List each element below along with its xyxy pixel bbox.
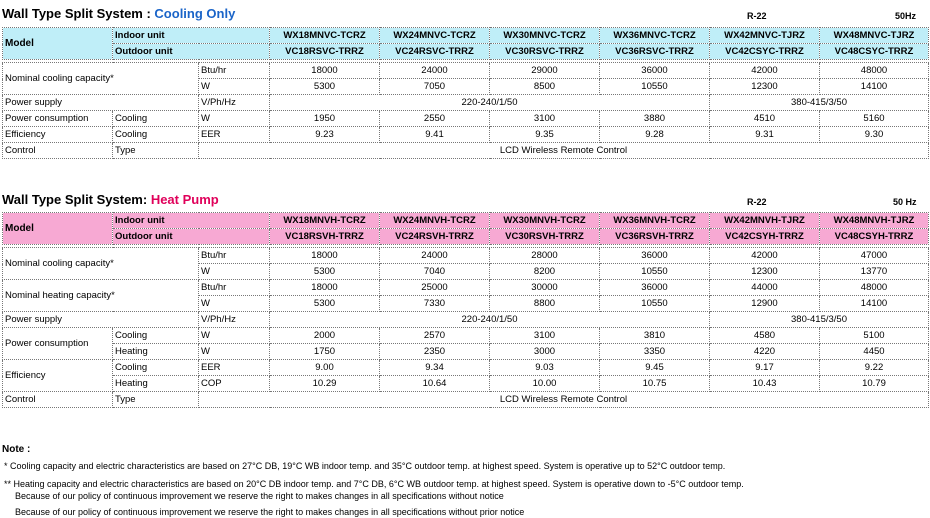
value-cell: 10550: [600, 79, 710, 95]
control-label: Control: [3, 392, 113, 408]
heatpump-title-accent: Heat Pump: [150, 192, 219, 207]
cooling-refrigerant: R-22: [747, 11, 767, 21]
outdoor-model: VC48CSYH-TRRZ: [820, 229, 929, 245]
value-cell: 9.00: [270, 360, 380, 376]
value-cell: 10.29: [270, 376, 380, 392]
note-heating: ** Heating capacity and electric characteristics are based on 20°C DB indoor temp. and 7°C DB, 6°C WB outdoor temp. at highest speed. System is operative down to -5°C outdoor temp.: [4, 479, 744, 489]
value-cell: 9.30: [820, 127, 929, 143]
indoor-model: WX48MNVC-TJRZ: [820, 28, 929, 44]
value-cell: 4220: [710, 344, 820, 360]
value-cell: 42000: [710, 248, 820, 264]
heatpump-frequency: 50 Hz: [893, 197, 917, 207]
value-cell: 220-240/1/50: [270, 312, 710, 328]
value-cell: 28000: [490, 248, 600, 264]
value-cell: 9.23: [270, 127, 380, 143]
power-consumption-row: [3, 111, 929, 127]
value-cell: 12900: [710, 296, 820, 312]
value-cell: 25000: [380, 280, 490, 296]
heating-capacity-label: Nominal heating capacity*: [3, 280, 199, 312]
control-row: [3, 392, 929, 408]
outdoor-model: VC36RSVH-TRRZ: [600, 229, 710, 245]
cooling-spec-table: [2, 27, 929, 159]
cooling-capacity-label: Nominal cooling capacity*: [3, 248, 199, 280]
outdoor-model: VC24RSVH-TRRZ: [380, 229, 490, 245]
value-cell: 36000: [600, 248, 710, 264]
control-value: LCD Wireless Remote Control: [199, 392, 929, 408]
indoor-row: [3, 213, 929, 229]
value-cell: 3880: [600, 111, 710, 127]
value-cell: 8800: [490, 296, 600, 312]
value-cell: 2550: [380, 111, 490, 127]
power-consumption-cooling-row: [3, 328, 929, 344]
value-cell: 9.28: [600, 127, 710, 143]
indoor-model: WX24MNVC-TCRZ: [380, 28, 490, 44]
value-cell: 48000: [820, 280, 929, 296]
efficiency-cooling-row: [3, 360, 929, 376]
outdoor-model: VC42CSYC-TRRZ: [710, 44, 820, 60]
outdoor-model: VC30RSVH-TRRZ: [490, 229, 600, 245]
heating-capacity-btu-row: [3, 280, 929, 296]
outdoor-model: VC42CSYH-TRRZ: [710, 229, 820, 245]
value-cell: 30000: [490, 280, 600, 296]
cooling-capacity-btu-row: [3, 63, 929, 79]
power-supply-label: Power supply: [3, 95, 199, 111]
control-value: LCD Wireless Remote Control: [199, 143, 929, 159]
value-cell: 48000: [820, 63, 929, 79]
indoor-model: WX48MNVH-TJRZ: [820, 213, 929, 229]
value-cell: 3100: [490, 111, 600, 127]
outdoor-model: VC24RSVC-TRRZ: [380, 44, 490, 60]
indoor-model: WX18MNVH-TCRZ: [270, 213, 380, 229]
mode-label: Cooling: [113, 360, 199, 376]
cooling-title-prefix: Wall Type Split System :: [2, 6, 155, 21]
value-cell: 7050: [380, 79, 490, 95]
value-cell: 3000: [490, 344, 600, 360]
mode-label: Heating: [113, 376, 199, 392]
value-cell: 9.22: [820, 360, 929, 376]
value-cell: 47000: [820, 248, 929, 264]
cooling-title: [2, 6, 235, 22]
value-cell: 4580: [710, 328, 820, 344]
value-cell: 36000: [600, 280, 710, 296]
value-cell: 220-240/1/50: [270, 95, 710, 111]
value-cell: 2000: [270, 328, 380, 344]
value-cell: 4450: [820, 344, 929, 360]
indoor-unit-label: Indoor unit: [113, 28, 270, 44]
value-cell: 9.17: [710, 360, 820, 376]
value-cell: 7040: [380, 264, 490, 280]
indoor-model: WX42MNVC-TJRZ: [710, 28, 820, 44]
unit-label: Btu/hr: [199, 280, 270, 296]
value-cell: 2350: [380, 344, 490, 360]
value-cell: 9.03: [490, 360, 600, 376]
value-cell: 36000: [600, 63, 710, 79]
value-cell: 14100: [820, 79, 929, 95]
value-cell: 7330: [380, 296, 490, 312]
unit-label: W: [199, 79, 270, 95]
outdoor-row: [3, 229, 929, 245]
value-cell: 42000: [710, 63, 820, 79]
value-cell: 3350: [600, 344, 710, 360]
value-cell: 44000: [710, 280, 820, 296]
value-cell: 10.79: [820, 376, 929, 392]
outdoor-model: VC18RSVH-TRRZ: [270, 229, 380, 245]
value-cell: 10550: [600, 296, 710, 312]
unit-label: W: [199, 344, 270, 360]
outdoor-model: VC30RSVC-TRRZ: [490, 44, 600, 60]
value-cell: 10.43: [710, 376, 820, 392]
unit-label: W: [199, 296, 270, 312]
mode-label: Cooling: [113, 328, 199, 344]
cooling-frequency: 50Hz: [895, 11, 917, 21]
unit-label: EER: [199, 127, 270, 143]
note-cooling: * Cooling capacity and electric characteristics are based on 27°C DB, 19°C WB indoor temp. and 35°C outdoor temp. at highest speed. System is operative up to 52°C outdoor temp.: [4, 461, 726, 471]
control-type-label: Type: [113, 143, 199, 159]
value-cell: 380-415/3/50: [710, 95, 929, 111]
heatpump-title: [2, 192, 219, 208]
value-cell: 5300: [270, 79, 380, 95]
power-supply-row: [3, 95, 929, 111]
indoor-row: [3, 28, 929, 44]
value-cell: 1950: [270, 111, 380, 127]
value-cell: 9.35: [490, 127, 600, 143]
outdoor-unit-label: Outdoor unit: [113, 44, 270, 60]
value-cell: 5300: [270, 264, 380, 280]
outdoor-model: VC18RSVC-TRRZ: [270, 44, 380, 60]
indoor-model: WX24MNVH-TCRZ: [380, 213, 490, 229]
value-cell: 3100: [490, 328, 600, 344]
value-cell: 13770: [820, 264, 929, 280]
cooling-capacity-btu-row: [3, 248, 929, 264]
power-supply-row: [3, 312, 929, 328]
efficiency-label: Efficiency: [3, 127, 113, 143]
value-cell: 5100: [820, 328, 929, 344]
value-cell: 8200: [490, 264, 600, 280]
indoor-model: WX36MNVC-TCRZ: [600, 28, 710, 44]
value-cell: 1750: [270, 344, 380, 360]
heatpump-spec-table: [2, 212, 929, 408]
model-label: Model: [3, 213, 113, 245]
value-cell: 380-415/3/50: [710, 312, 929, 328]
value-cell: 10.75: [600, 376, 710, 392]
indoor-model: WX18MNVC-TCRZ: [270, 28, 380, 44]
control-label: Control: [3, 143, 113, 159]
unit-label: Btu/hr: [199, 248, 270, 264]
indoor-model: WX30MNVH-TCRZ: [490, 213, 600, 229]
value-cell: 29000: [490, 63, 600, 79]
value-cell: 24000: [380, 63, 490, 79]
value-cell: 18000: [270, 248, 380, 264]
control-row: [3, 143, 929, 159]
efficiency-label: Efficiency: [3, 360, 113, 392]
mode-label: Cooling: [113, 127, 199, 143]
cooling-title-accent: Cooling Only: [154, 6, 236, 21]
outdoor-unit-label: Outdoor unit: [113, 229, 270, 245]
value-cell: 2570: [380, 328, 490, 344]
outdoor-row: [3, 44, 929, 60]
indoor-model: WX42MNVH-TJRZ: [710, 213, 820, 229]
value-cell: 9.45: [600, 360, 710, 376]
value-cell: 10550: [600, 264, 710, 280]
value-cell: 3810: [600, 328, 710, 344]
model-label: Model: [3, 28, 113, 60]
control-type-label: Type: [113, 392, 199, 408]
value-cell: 18000: [270, 63, 380, 79]
value-cell: 9.31: [710, 127, 820, 143]
power-consumption-label: Power consumption: [3, 111, 113, 127]
indoor-model: WX30MNVC-TCRZ: [490, 28, 600, 44]
unit-label: Btu/hr: [199, 63, 270, 79]
value-cell: 5300: [270, 296, 380, 312]
unit-label: W: [199, 111, 270, 127]
mode-label: Heating: [113, 344, 199, 360]
power-consumption-heating-row: [3, 344, 929, 360]
unit-label: W: [199, 328, 270, 344]
efficiency-row: [3, 127, 929, 143]
efficiency-heating-row: [3, 376, 929, 392]
value-cell: 5160: [820, 111, 929, 127]
value-cell: 12300: [710, 79, 820, 95]
notes-title: Note :: [2, 444, 31, 455]
cooling-capacity-label: Nominal cooling capacity*: [3, 63, 199, 95]
value-cell: 14100: [820, 296, 929, 312]
power-consumption-label: Power consumption: [3, 328, 113, 360]
value-cell: 10.00: [490, 376, 600, 392]
outdoor-model: VC36RSVC-TRRZ: [600, 44, 710, 60]
heatpump-refrigerant: R-22: [747, 197, 767, 207]
value-cell: 9.34: [380, 360, 490, 376]
value-cell: 12300: [710, 264, 820, 280]
note-policy-prior: Because of our policy of continuous improvement we reserve the right to makes changes in all specifications without prior notice: [15, 507, 525, 517]
unit-label: W: [199, 264, 270, 280]
power-supply-label: Power supply: [3, 312, 199, 328]
value-cell: 10.64: [380, 376, 490, 392]
unit-label: V/Ph/Hz: [199, 95, 270, 111]
value-cell: 8500: [490, 79, 600, 95]
value-cell: 18000: [270, 280, 380, 296]
indoor-model: WX36MNVH-TCRZ: [600, 213, 710, 229]
indoor-unit-label: Indoor unit: [113, 213, 270, 229]
outdoor-model: VC48CSYC-TRRZ: [820, 44, 929, 60]
note-policy: Because of our policy of continuous improvement we reserve the right to makes changes in all specifications without notice: [15, 491, 504, 501]
value-cell: 9.41: [380, 127, 490, 143]
mode-label: Cooling: [113, 111, 199, 127]
value-cell: 4510: [710, 111, 820, 127]
unit-label: EER: [199, 360, 270, 376]
unit-label: V/Ph/Hz: [199, 312, 270, 328]
value-cell: 24000: [380, 248, 490, 264]
unit-label: COP: [199, 376, 270, 392]
heatpump-title-prefix: Wall Type Split System:: [2, 192, 151, 207]
